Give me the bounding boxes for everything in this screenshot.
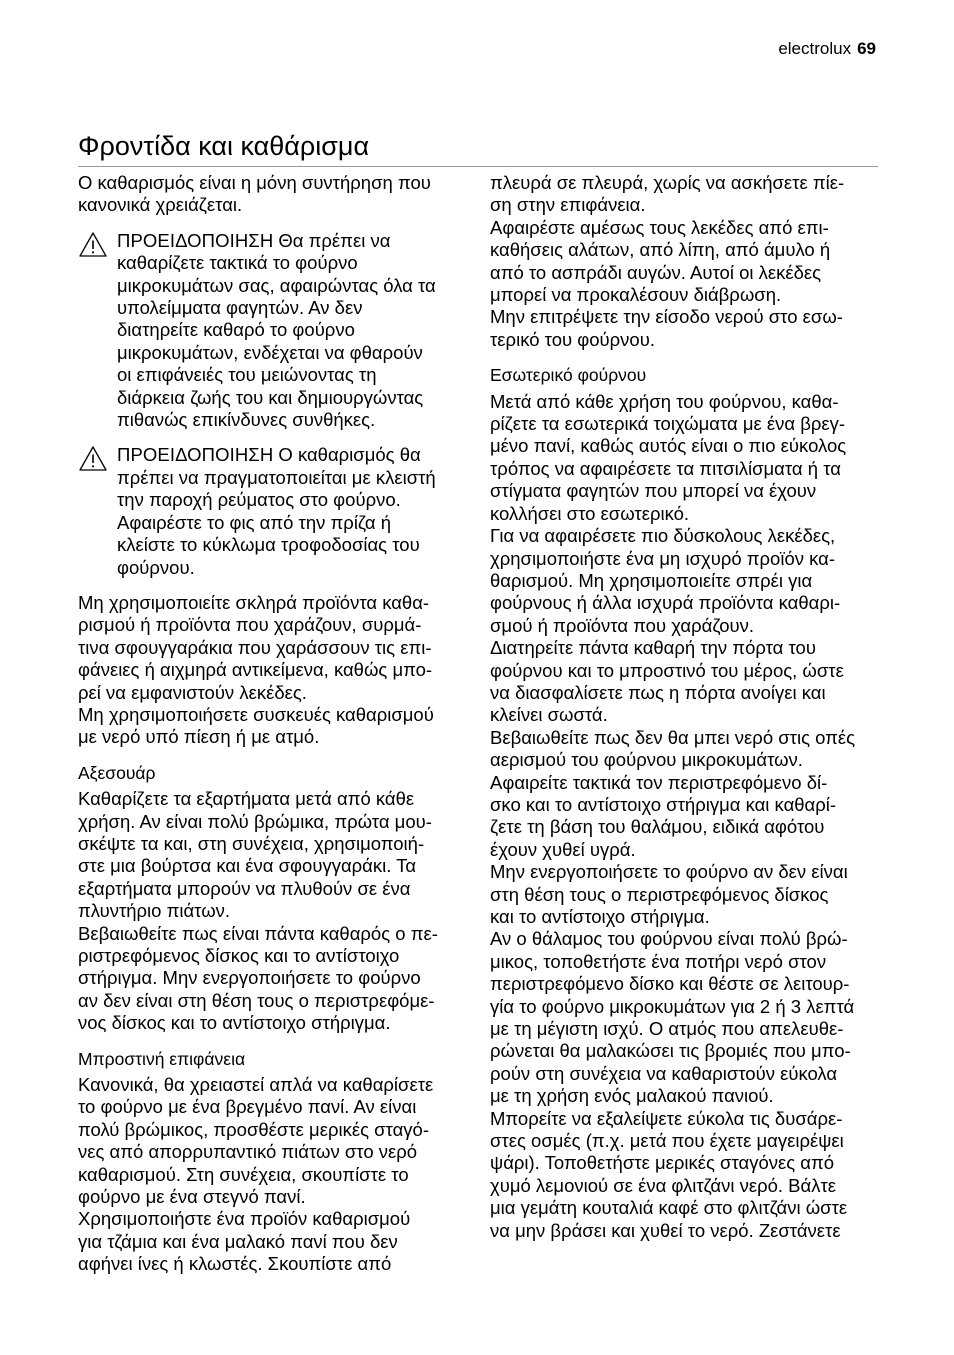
accessories-paragraph: Καθαρίζετε τα εξαρτήματα μετά από κάθε χρήση. Αν είναι πολύ βρώμικα, πρώτα μου- σκέψτε τα και, στη συνέχεια, χρησιμοποιή- στε μια βούρτσα και ένα σφουγγαράκι. Τα εξαρτήματα μπορούν να πλυθούν σε ένα πλυντήριο πιάτων. Βεβαιωθείτε πως είναι πάντα καθαρός ο πε- ριστρεφόμενος δίσκος και το αντίστοιχο στήριγμα. Μην ενεργοποιήσετε το φούρνο αν δεν είναι στη θέση τους ο περιστρεφόμε- νος δίσκος και το αντίστοιχο στήριγμα. — [78, 788, 438, 1034]
page-number: 69 — [857, 39, 876, 58]
front-surface-continued: πλευρά σε πλευρά, χωρίς να ασκήσετε πίε- ση στην επιφάνεια. Αφαιρέστε αμέσως τους λεκέδες από επι- καθήσεις αλάτων, από λίπη, από άμυλο ή από το ασπράδι αυγών. Αυτοί οι λεκέδες μπορεί να προκαλέσουν διάβρωση. Μην επιτρέψετε την είσοδο νερού στο εσω- τερικό του φούρνου. — [490, 172, 845, 350]
title-rule — [78, 166, 878, 167]
warning-icon — [78, 231, 108, 258]
warning-label: ΠΡΟΕΙΔΟΠΟΙΗΣΗ — [117, 229, 274, 251]
warning-block-unplug: ΠΡΟΕΙΔΟΠΟΙΗΣΗ Ο καθαρισμός θα πρέπει να πραγματοποιείται με κλειστή την παροχή ρεύματος στο φούρνο. Αφαιρέστε το φις από την πρίζα ή κλείστε το κύκλωμα τροφοδοσίας του φούρνου. — [78, 444, 468, 578]
cleaning-agents-paragraph: Μη χρησιμοποιείτε σκληρά προϊόντα καθα- ρισμού ή προϊόντα που χαράζουν, συρμά- τινα σφουγγαράκια που χαράσσουν τις επι- φάνειες ή αιχμηρά αντικείμενα, καθώς μπο- ρεί να εμφανιστούν λεκέδες. Μη χρησιμοποιήσετε συσκευές καθαρισμού με νερό υπό πίεση ή με ατμό. — [78, 591, 434, 748]
warning-label: ΠΡΟΕΙΔΟΠΟΙΗΣΗ — [117, 444, 274, 466]
heading-accessories: Αξεσουάρ — [78, 762, 156, 783]
oven-interior-paragraph: Μετά από κάθε χρήση του φούρνου, καθα- ρίζετε τα εσωτερικά τοιχώματα με ένα βρεγ- μένο πανί, καθώς αυτός είναι ο πιο εύκολος τρόπος να αφαιρέσετε τα πιτσιλίσματα ή τα στίγματα φαγητών που μπορεί να έχουν κολλήσει στο εσωτερικό. Για να αφαιρέσετε πιο δύσκολους λεκέδες, χρησιμοποιήστε ένα μη ισχυρό προϊόν κα- θαρισμού. Μη χρησιμοποιείτε σπρέι για φούρνους ή άλλα ισχυρά προϊόντα καθαρι- σμού ή προϊόντα που χαράζουν. Διατηρείτε πάντα καθαρή την πόρτα του φούρνου και το μπροστινό του μέρος, ώστε να διασφαλίσετε πως η πόρτα ανοίγει και κλείνει σωστά. Βεβαιωθείτε πως δεν θα μπει νερό στις οπές αερισμού του φούρνου μικροκυμάτων. Αφαιρείτε τακτικά τον περιστρεφόμενο δί- σκο και το αντίστοιχο στήριγμα και καθαρί- ζετε τη βάση του θαλάμου, ειδικά αφότου έχουν χυθεί υγρά. Μην ενεργοποιήσετε το φούρνο αν δεν είναι στη θέση τους ο περιστρεφόμενος δίσκος και το αντίστοιχο στήριγμα. Αν ο θάλαμος του φούρνου είναι πολύ βρώ- μικος, τοποθετήστε ένα ποτήρι νερό στον περιστρεφόμενο δίσκο και θέστε σε λειτουρ- γία το φούρνο μικροκυμάτων για 2 ή 3 λεπτά με τη μέγιστη ισχύ. Ο ατμός που απελευθε- ρώνεται θα μαλακώσει τις βρομιές που μπο- ρούν στη συνέχεια να καθαριστούν εύκολα με τη χρήση ενός μαλακού πανιού. Μπορείτε να εξαλείψετε εύκολα τις δυσάρε- στες οσμές (π.χ. μετά που έχετε μαγειρέψει ψάρι). Τοποθετήστε μερικές σταγόνες από χυμό λεμονιού σε ένα φλιτζάνι νερό. Βάλτε μια γεμάτη κουταλιά καφέ στο φλιτζάνι ώστε να μην βράσει και χυθεί το νερό. Ζεστάνετε — [490, 390, 856, 1241]
right-column — [490, 172, 880, 1242]
intro-paragraph: Ο καθαρισμός είναι η μόνη συντήρηση που κανονικά χρειάζεται. — [78, 172, 431, 216]
page-header — [778, 39, 876, 59]
warning-block-power: ΠΡΟΕΙΔΟΠΟΙΗΣΗ Θα πρέπει να καθαρίζετε τακτικά το φούρνο μικροκυμάτων σας, αφαιρώντας όλα τα υπολείμματα φαγητών. Αν δεν διατηρείτε καθαρό το φούρνο μικροκυμάτων, ενδέχεται να φθαρούν οι επιφάνειές του μειώνοντας τη διάρκεια ζωής του και δημιουργώντας πιθανώς επικίνδυνες συνθήκες. — [78, 230, 468, 432]
brand-name: electrolux — [778, 39, 852, 58]
heading-front-surface: Μπροστινή επιφάνεια — [78, 1048, 246, 1069]
left-column — [78, 172, 468, 1276]
warning-icon — [78, 445, 108, 472]
heading-oven-interior: Εσωτερικό φούρνου — [490, 365, 647, 386]
front-surface-paragraph: Κανονικά, θα χρειαστεί απλά να καθαρίσετε το φούρνο με ένα βρεγμένο πανί. Αν είναι πολύ βρώμικος, προσθέστε μερικές σταγό- νες από απορρυπαντικό πιάτων στο νερό καθαρισμού. Στη συνέχεια, σκουπίστε το φούρνο με ένα στεγνό πανί. Χρησιμοποιήστε ένα προϊόν καθαρισμού για τζάμια και ένα μαλακό πανί που δεν αφήνει ίνες ή κλωστές. Σκουπίστε από — [78, 1074, 434, 1275]
section-title: Φροντίδα και καθάρισμα — [78, 131, 370, 161]
